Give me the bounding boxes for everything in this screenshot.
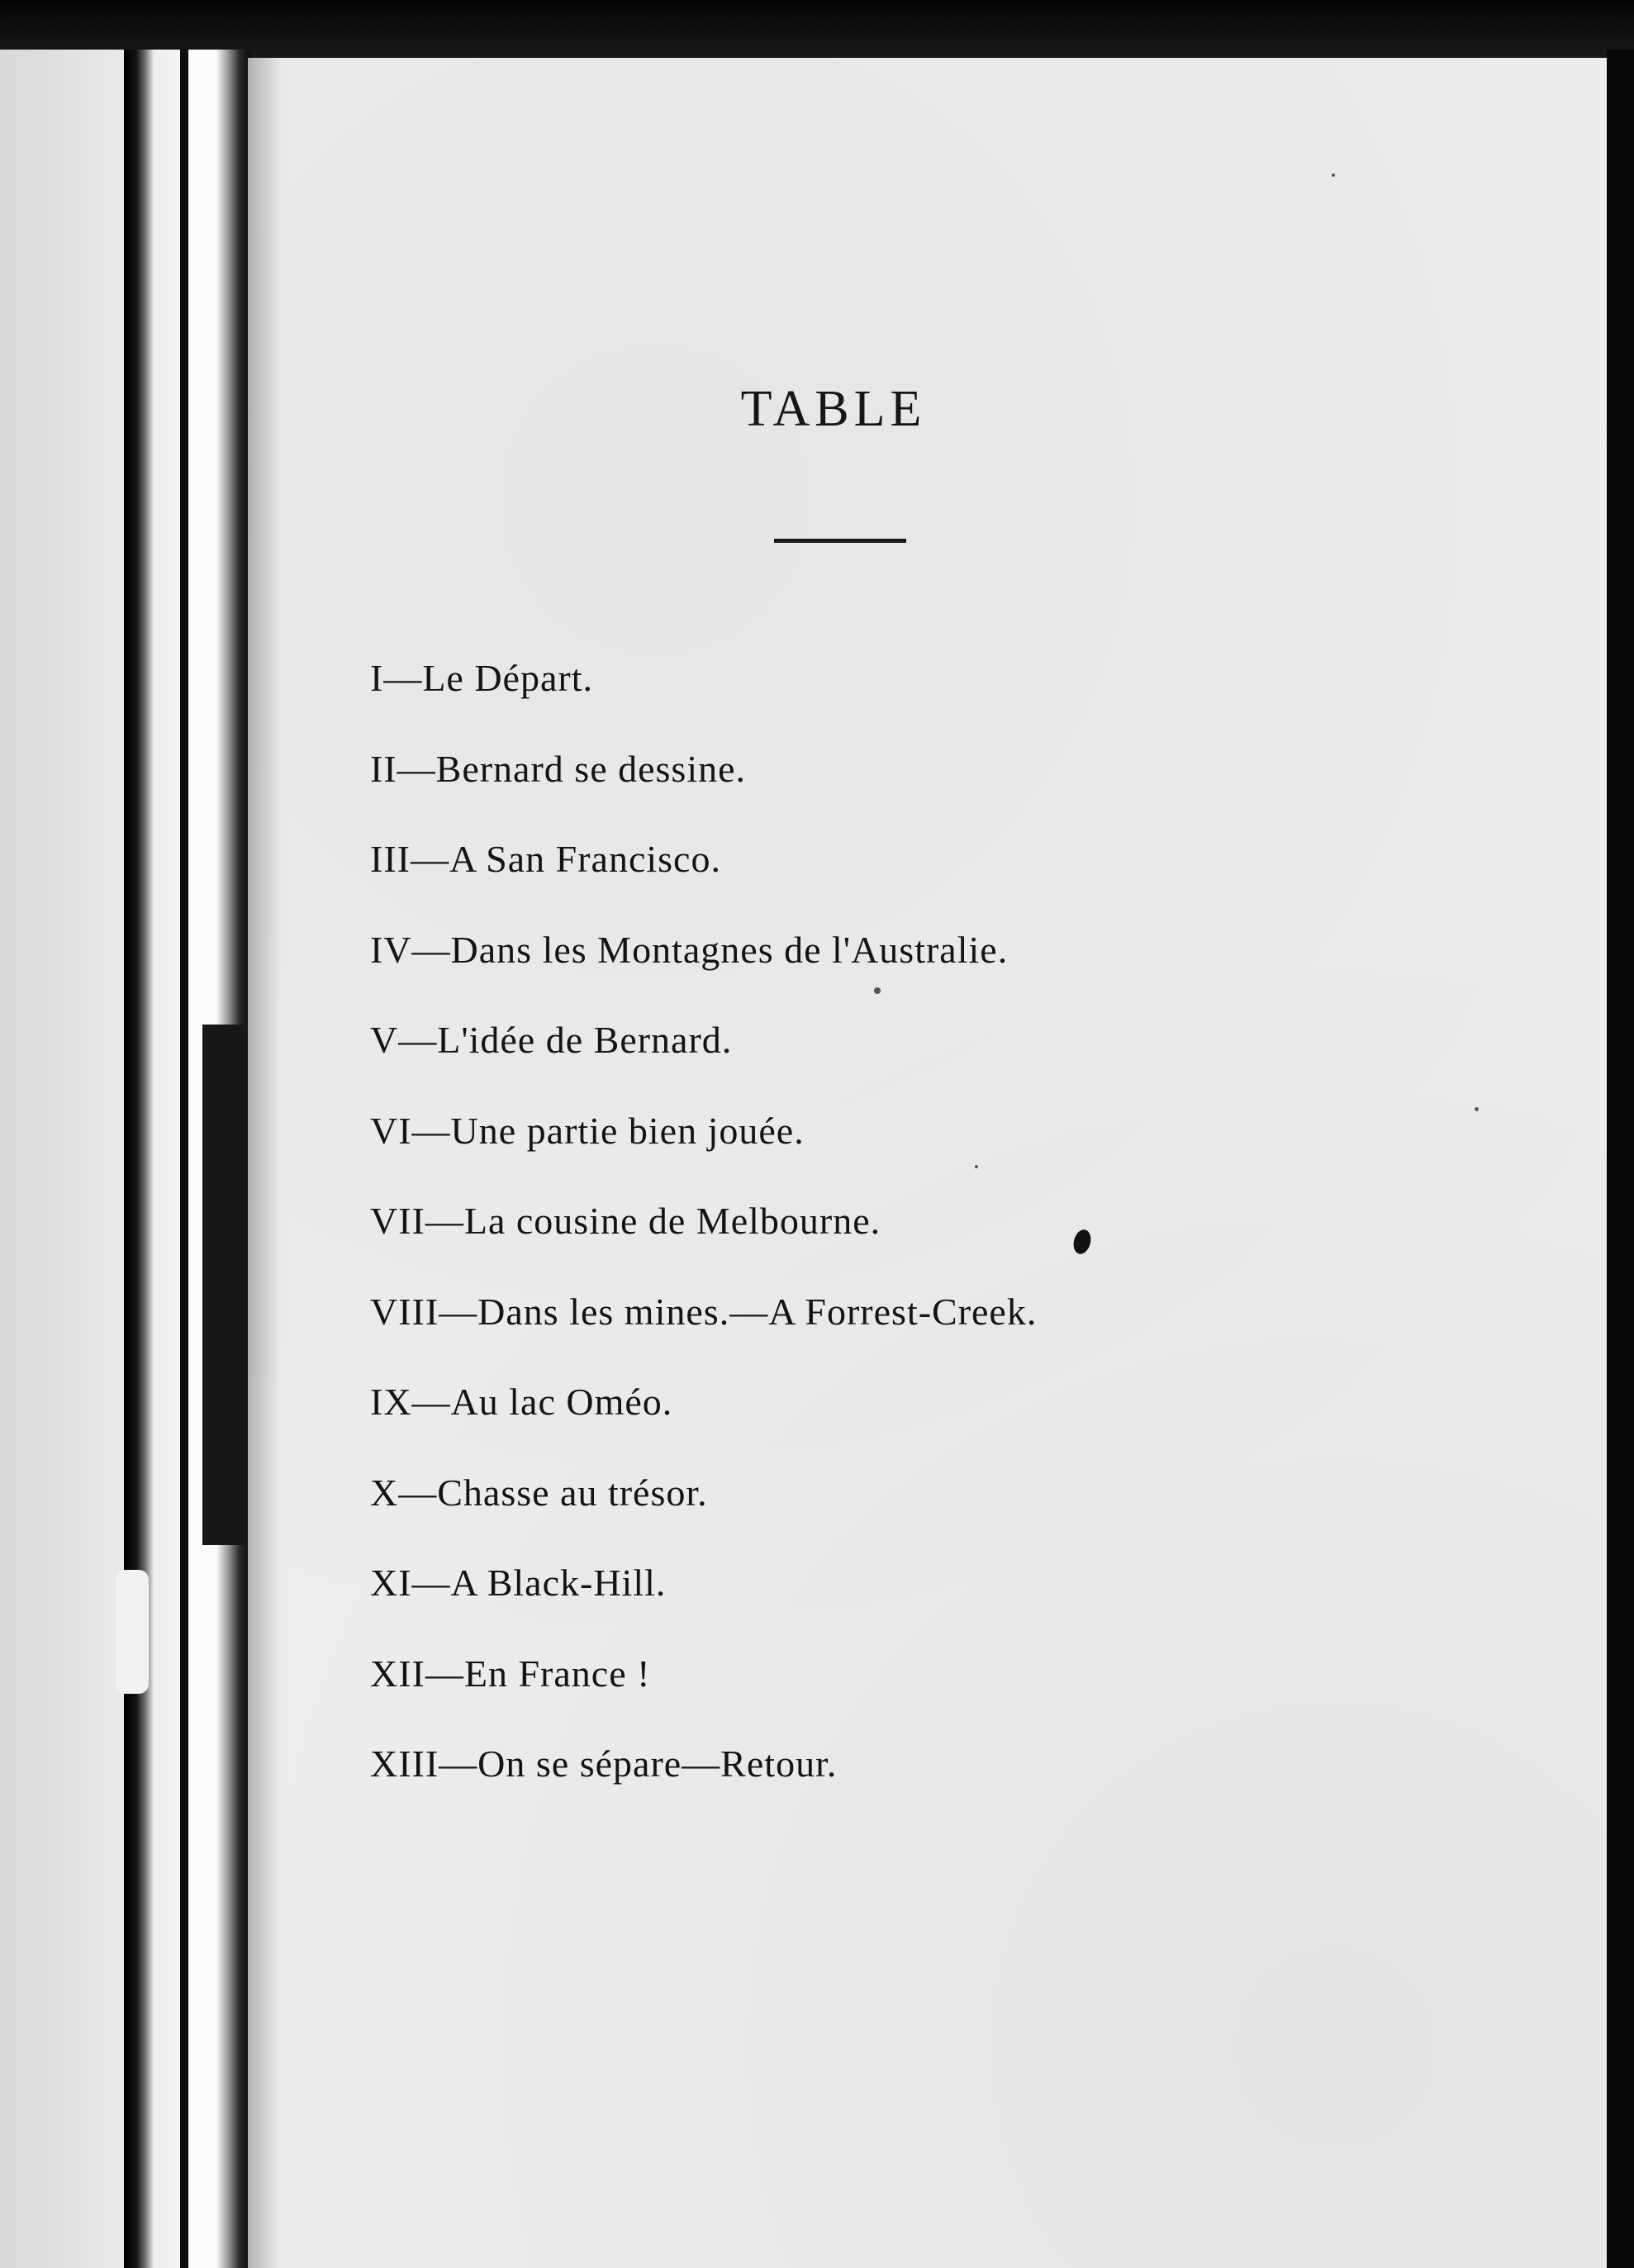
toc-entry: VI—Une partie bien jouée. <box>370 1109 805 1152</box>
title-rule <box>774 539 906 543</box>
toc-entry: IV—Dans les Montagnes de l'Australie. <box>370 928 1009 971</box>
toc-entry: IX—Au lac Oméo. <box>370 1381 673 1423</box>
gutter-highlight <box>116 1570 149 1694</box>
toc-entry: X—Chasse au trésor. <box>370 1471 708 1514</box>
paper-speck <box>975 1165 978 1168</box>
table-of-contents <box>370 649 1037 1826</box>
toc-entry: XIII—On se sépare—Retour. <box>370 1743 838 1785</box>
paper-speck <box>1475 1107 1479 1111</box>
page-title: TABLE <box>740 381 927 437</box>
toc-entry: VIII—Dans les mines.—A Forrest-Creek. <box>370 1290 1038 1333</box>
toc-entry: V—L'idée de Bernard. <box>370 1019 733 1061</box>
paper-speck <box>874 987 881 994</box>
toc-entry: I—Le Départ. <box>370 657 593 699</box>
paper-speck <box>1332 174 1335 177</box>
toc-entry: XI—A Black-Hill. <box>370 1562 667 1604</box>
toc-entry: II—Bernard se dessine. <box>370 747 747 790</box>
toc-entry: XII—En France ! <box>370 1652 651 1695</box>
toc-entry: III—A San Francisco. <box>370 838 721 880</box>
gutter-dark-band <box>202 1025 248 1545</box>
toc-entry: VII—La cousine de Melbourne. <box>370 1200 881 1242</box>
